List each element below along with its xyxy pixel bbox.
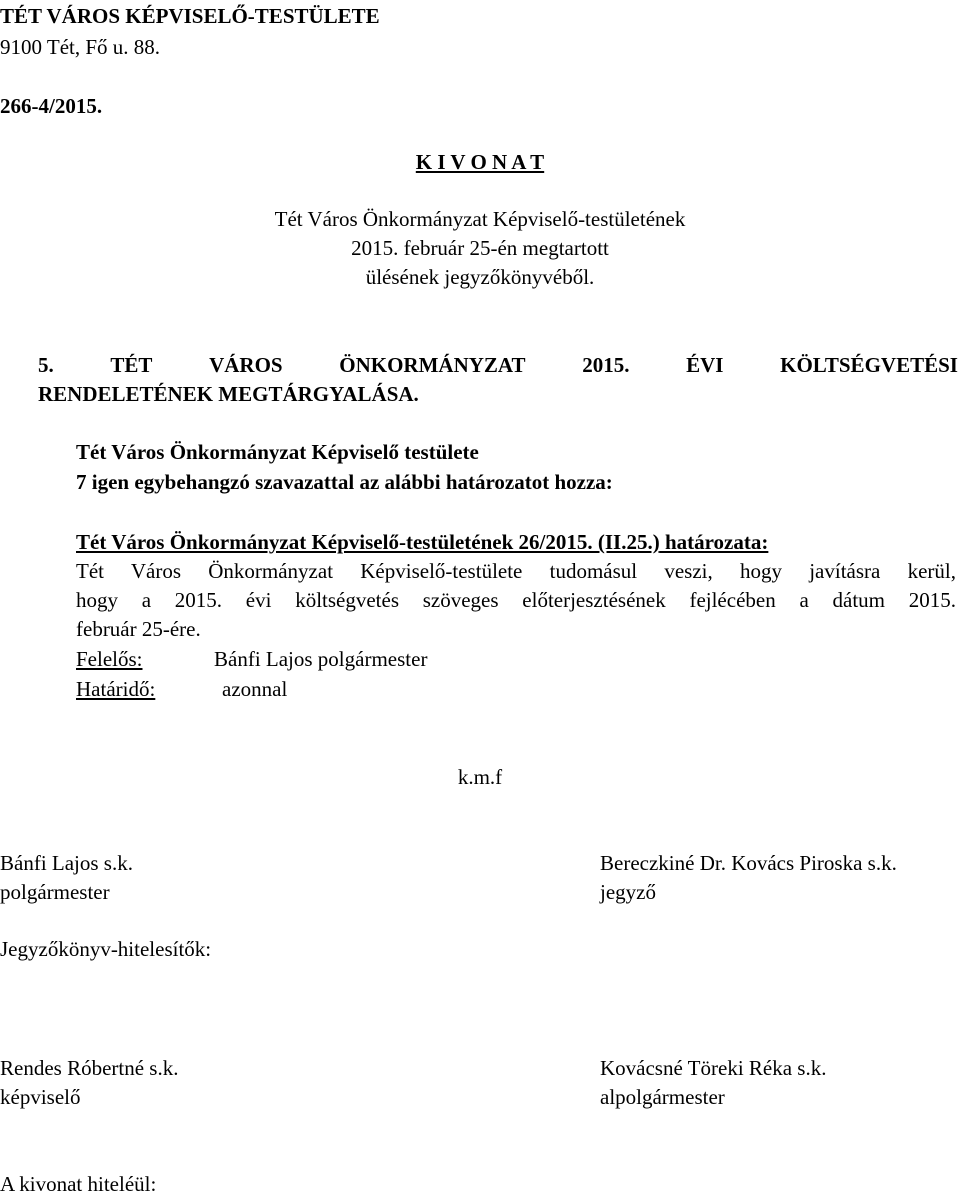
agenda-word: KÖLTSÉGVETÉSI (780, 353, 958, 377)
kmf: k.m.f (457, 765, 503, 789)
agenda-word: ÖNKORMÁNYZAT (339, 353, 526, 377)
reference-number: 266-4/2015. (0, 94, 103, 118)
agenda-word: ÉVI (686, 353, 724, 377)
authenticators-label: Jegyzőkönyv-hitelesítők: (0, 937, 212, 961)
intro-line-2: 2015. február 25-én megtartott (351, 236, 609, 260)
document-title: K I V O N A T (415, 150, 545, 174)
agenda-word: TÉT (110, 353, 153, 377)
responsible-label: Felelős: (76, 647, 143, 671)
address: 9100 Tét, Fő u. 88. (0, 35, 161, 59)
representative-name: Rendes Róbertné s.k. (0, 1056, 179, 1080)
mayor-title: polgármester (0, 880, 110, 904)
deadline-label: Határidő: (76, 677, 156, 701)
agenda-heading (38, 352, 958, 378)
resolution-body-line-3: február 25-ére. (76, 617, 201, 641)
resolution-body-line-2: hogy a 2015. évi költségvetés szöveges előterjesztésének fejlécében a dátum 2015. (76, 588, 956, 612)
notary-title: jegyző (600, 880, 656, 904)
responsible-value: Bánfi Lajos polgármester (214, 647, 428, 671)
agenda-word: VÁROS (209, 353, 283, 377)
representative-title: képviselő (0, 1085, 81, 1109)
resolution-heading: Tét Város Önkormányzat Képviselő-testületének 26/2015. (II.25.) határozata: (76, 530, 769, 554)
resolution-body-line-1: Tét Város Önkormányzat Képviselő-testülete tudomásul veszi, hogy javításra kerül, (76, 559, 956, 583)
mayor-name: Bánfi Lajos s.k. (0, 851, 133, 875)
deputy-mayor-name: Kovácsné Töreki Réka s.k. (600, 1056, 827, 1080)
vote-line-1: Tét Város Önkormányzat Képviselő testülete (76, 440, 479, 464)
deadline-value: azonnal (222, 677, 288, 701)
agenda-heading-line-2: RENDELETÉNEK MEGTÁRGYALÁSA. (38, 382, 419, 406)
agenda-word: 2015. (582, 353, 630, 377)
deputy-mayor-title: alpolgármester (600, 1085, 725, 1109)
intro-line-1: Tét Város Önkormányzat Képviselő-testületének (274, 207, 686, 231)
agenda-word: 5. (38, 353, 54, 377)
notary-name: Bereczkiné Dr. Kovács Piroska s.k. (600, 851, 897, 875)
organization-name: TÉT VÁROS KÉPVISELŐ-TESTÜLETE (0, 4, 380, 28)
intro-line-3: ülésének jegyzőkönyvéből. (365, 265, 595, 289)
vote-line-2: 7 igen egybehangzó szavazattal az alábbi határozatot hozza: (76, 470, 613, 494)
certification-label: A kivonat hiteléül: (0, 1172, 157, 1196)
